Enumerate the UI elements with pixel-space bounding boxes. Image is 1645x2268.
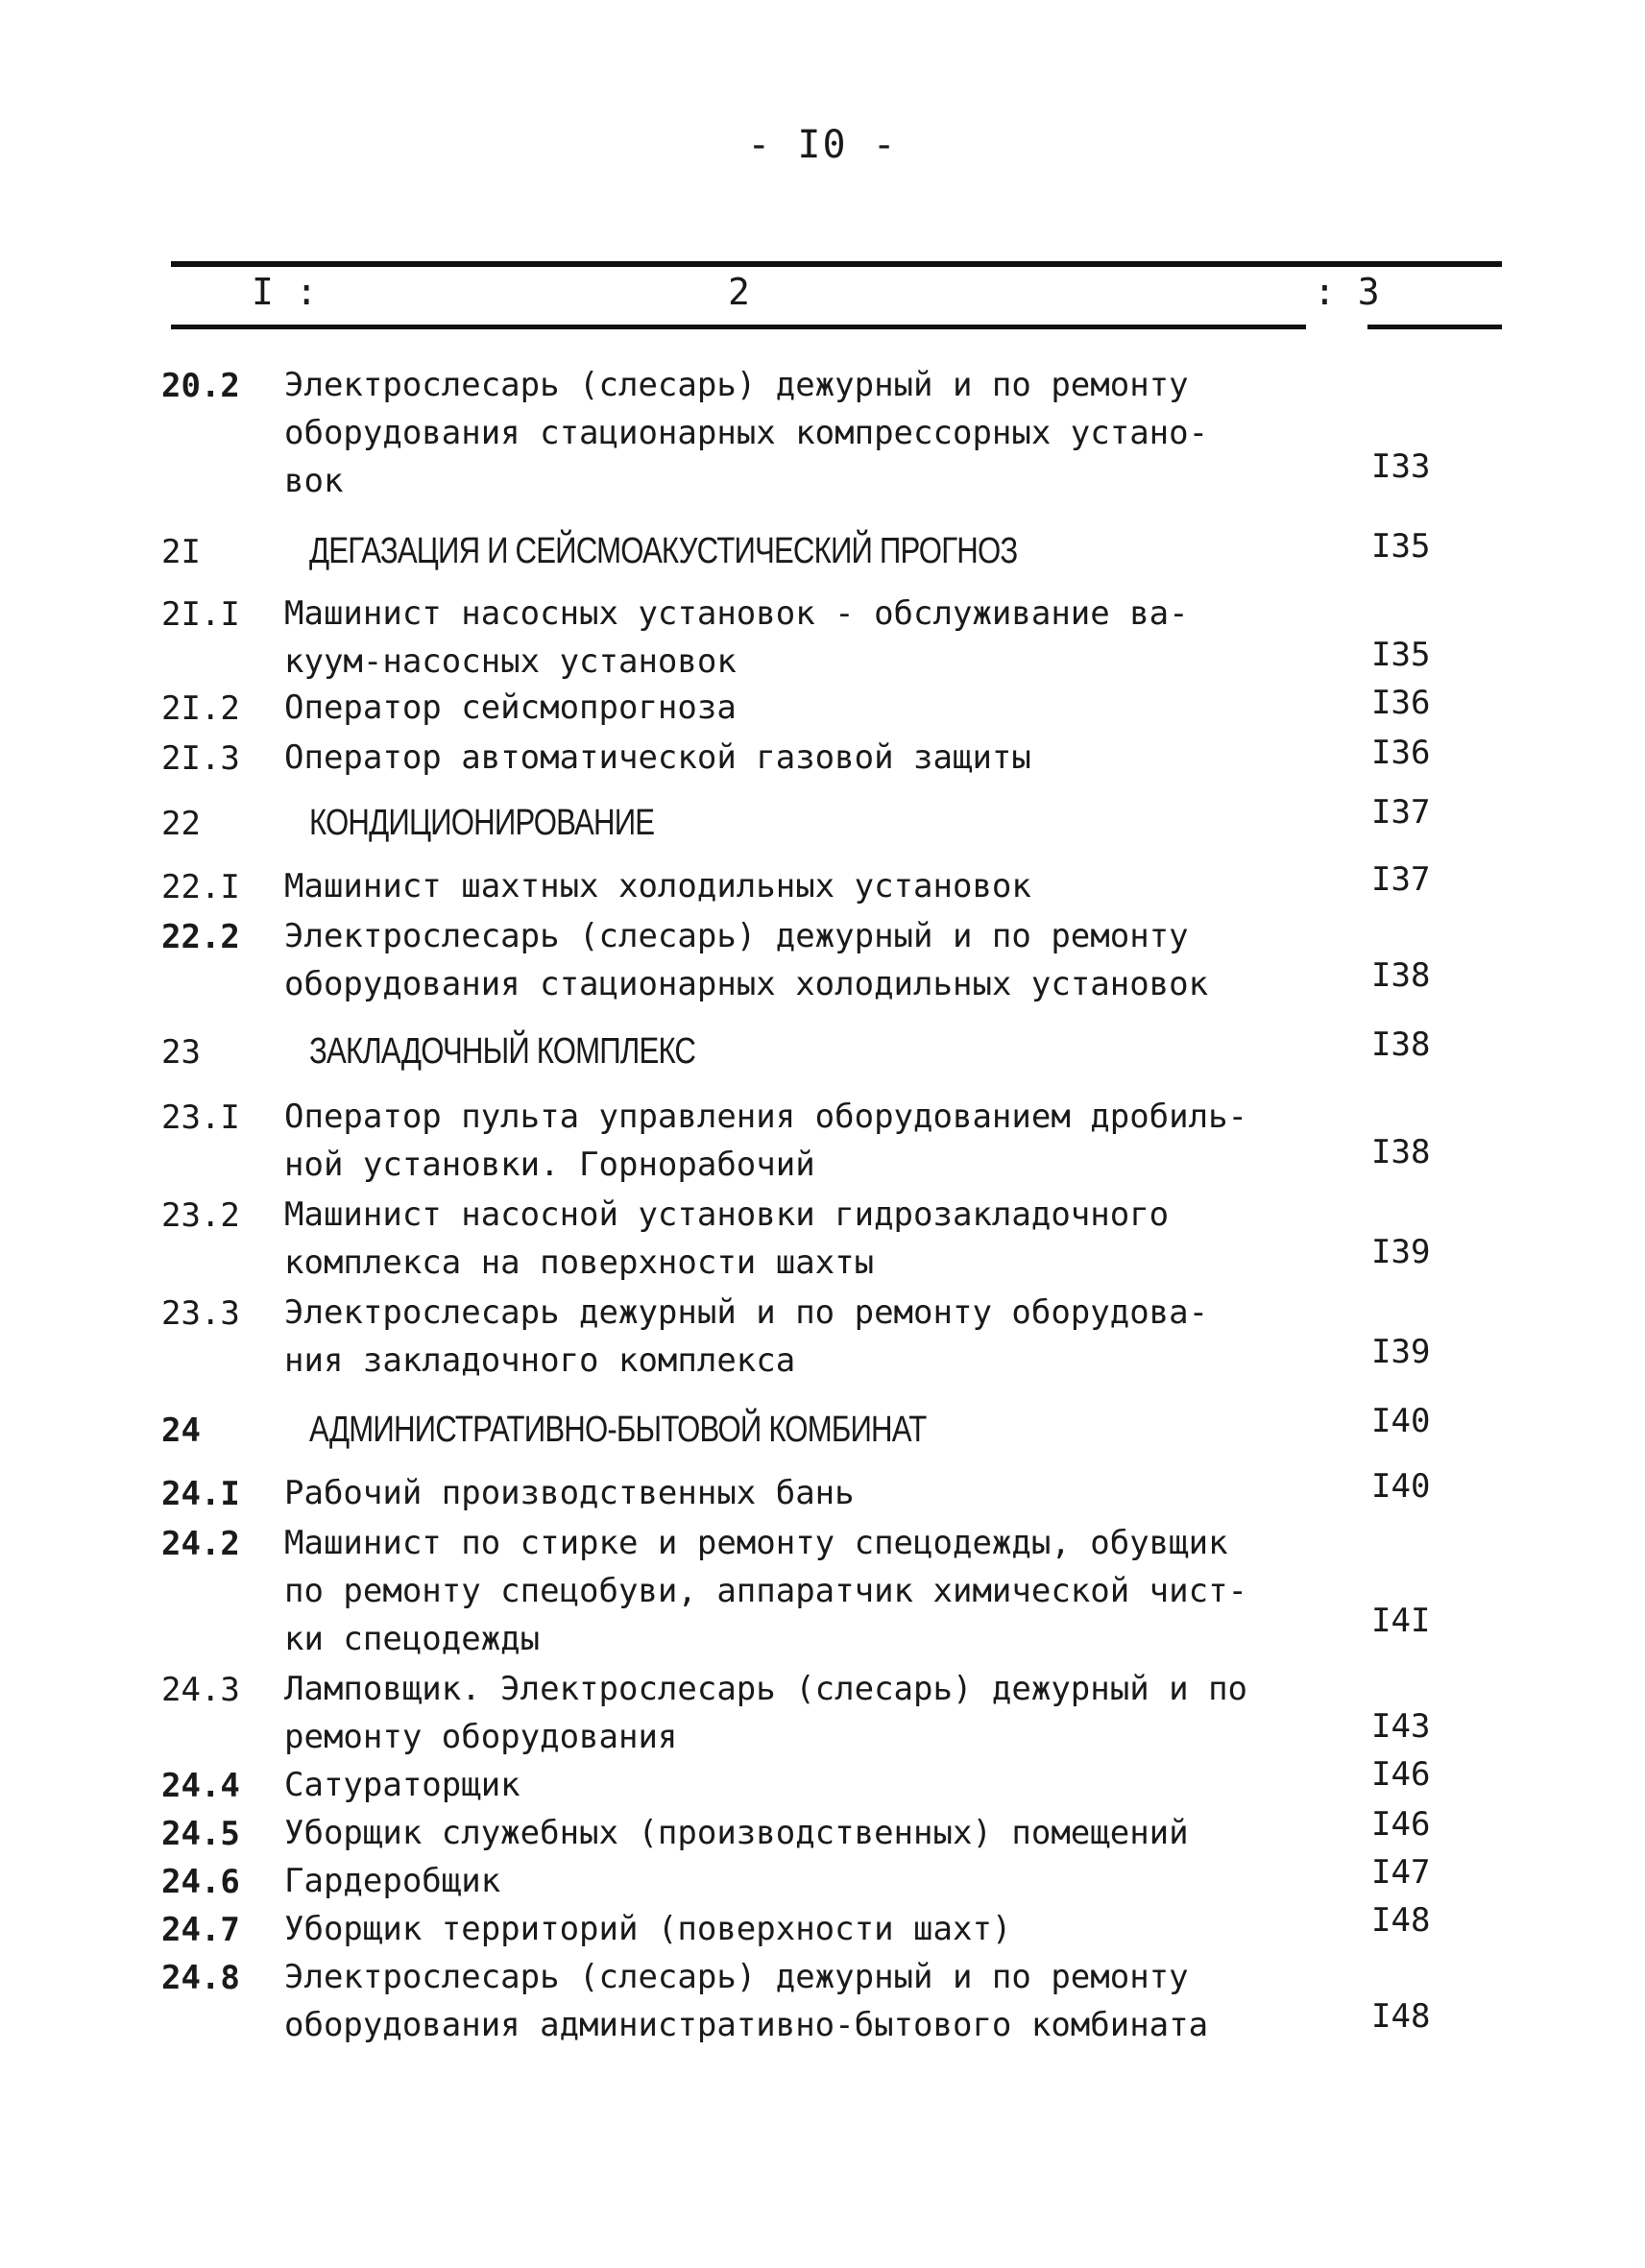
- entry-number: 24.3: [161, 1671, 240, 1709]
- entry-page: I43: [1371, 1707, 1431, 1746]
- entry-number: 2I.2: [161, 689, 240, 728]
- entry-number: 2I: [161, 533, 201, 571]
- entry-page: I48: [1371, 1901, 1431, 1940]
- entry-title: Электрослесарь (слесарь) дежурный и по ремонту оборудования стационарных холодильных установок: [284, 917, 1209, 1003]
- entry-title: Электрослесарь (слесарь) дежурный и по ремонту оборудования административно-бытового комбината: [284, 1958, 1209, 2044]
- entry-number: 23.3: [161, 1294, 240, 1333]
- entry-title: Машинист шахтных холодильных установок: [284, 867, 1031, 905]
- entry-title: Машинист насосных установок - обслуживание ва- куум-насосных установок: [284, 594, 1189, 681]
- section-heading: ЗАКЛАДОЧНЫЙ КОМПЛЕКС: [309, 1031, 696, 1072]
- entry-title: Гардеробщик: [284, 1862, 501, 1900]
- entry-page: I46: [1371, 1755, 1431, 1794]
- table-top-rule: [171, 261, 1502, 267]
- entry-page: I40: [1371, 1402, 1431, 1440]
- entry-page: I38: [1371, 1025, 1431, 1064]
- entry-number: 24.4: [161, 1767, 240, 1805]
- entry-title: Оператор сейсмопрогноза: [284, 688, 737, 727]
- entry-title: Оператор автоматической газовой защиты: [284, 738, 1031, 777]
- entry-title: Электрослесарь дежурный и по ремонту оборудова- ния закладочного комплекса: [284, 1293, 1209, 1380]
- entry-page: I39: [1371, 1333, 1431, 1371]
- entry-page: I47: [1371, 1853, 1431, 1892]
- column-header-2: 2: [728, 271, 750, 313]
- section-heading: АДМИНИСТРАТИВНО-БЫТОВОЙ КОМБИНАТ: [309, 1410, 927, 1450]
- entry-number: 24.2: [161, 1525, 240, 1563]
- column-header-3: : 3: [1314, 271, 1380, 313]
- entry-page: I46: [1371, 1805, 1431, 1844]
- entry-number: 24: [161, 1411, 201, 1450]
- entry-title: Уборщик служебных (производственных) помещений: [284, 1814, 1189, 1852]
- entry-page: I48: [1371, 1997, 1431, 2036]
- entry-number: 20.2: [161, 367, 240, 405]
- column-header-1: I :: [252, 271, 318, 313]
- entry-number: 23.2: [161, 1196, 240, 1235]
- entry-number: 24.7: [161, 1911, 240, 1949]
- entry-number: 23: [161, 1033, 201, 1072]
- section-heading: КОНДИЦИОНИРОВАНИЕ: [309, 803, 655, 843]
- entry-number: 24.I: [161, 1475, 240, 1513]
- entry-number: 22: [161, 805, 201, 843]
- entry-number: 2I.3: [161, 739, 240, 778]
- entry-page: I40: [1371, 1467, 1431, 1506]
- entry-title: Оператор пульта управления оборудованием дробиль- ной установки. Горнорабочий: [284, 1098, 1248, 1184]
- entry-title: Сатураторщик: [284, 1766, 520, 1804]
- entry-title: Электрослесарь (слесарь) дежурный и по ремонту оборудования стационарных компрессорных устано- вок: [284, 366, 1209, 500]
- entry-page: I39: [1371, 1233, 1431, 1271]
- entry-title: Машинист по стирке и ремонту спецодежды, обувщик по ремонту спецобуви, аппаратчик химической чист- ки спецодежды: [284, 1524, 1248, 1658]
- entry-page: I36: [1371, 734, 1431, 772]
- entry-page: I35: [1371, 636, 1431, 674]
- section-heading: ДЕГАЗАЦИЯ И СЕЙСМОАКУСТИЧЕСКИЙ ПРОГНОЗ: [309, 531, 1018, 571]
- entry-number: 22.2: [161, 918, 240, 956]
- page-number: - I0 -: [747, 123, 898, 167]
- entry-title: Ламповщик. Электрослесарь (слесарь) дежурный и по ремонту оборудования: [284, 1670, 1248, 1756]
- entry-page: I35: [1371, 527, 1431, 566]
- entry-number: 24.5: [161, 1815, 240, 1853]
- entry-page: I36: [1371, 684, 1431, 722]
- entry-number: 24.8: [161, 1959, 240, 1997]
- entry-title: Рабочий производственных бань: [284, 1474, 855, 1512]
- entry-number: 23.I: [161, 1098, 240, 1137]
- entry-page: I33: [1371, 447, 1431, 486]
- entry-page: I37: [1371, 860, 1431, 899]
- table-header-rule: [1006, 325, 1306, 329]
- entry-page: I38: [1371, 1133, 1431, 1171]
- table-header-rule: [1367, 325, 1502, 329]
- entry-title: Машинист насосной установки гидрозакладочного комплекса на поверхности шахты: [284, 1195, 1170, 1282]
- entry-page: I4I: [1371, 1602, 1431, 1640]
- entry-number: 22.I: [161, 868, 240, 906]
- entry-page: I38: [1371, 956, 1431, 995]
- entry-title: Уборщик территорий (поверхности шахт): [284, 1910, 1012, 1948]
- entry-number: 24.6: [161, 1863, 240, 1901]
- entry-number: 2I.I: [161, 595, 240, 634]
- entry-page: I37: [1371, 793, 1431, 832]
